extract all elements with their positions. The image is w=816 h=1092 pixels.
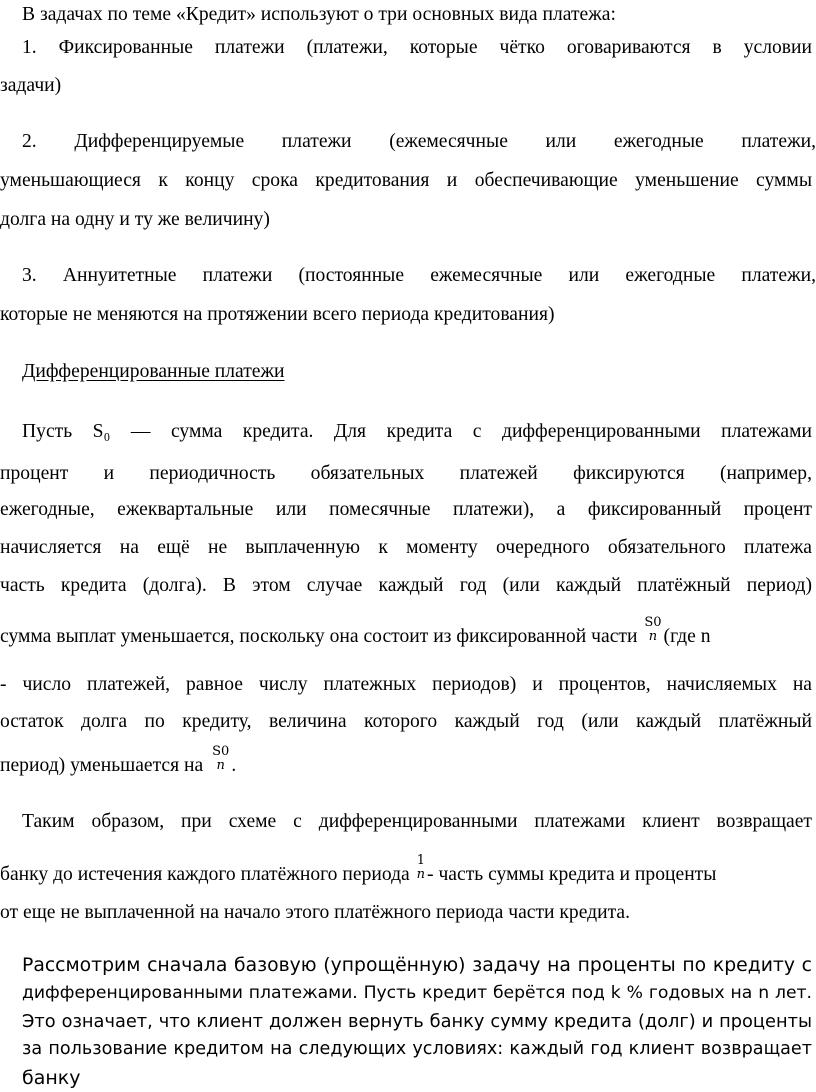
para2-line2-tail: - часть суммы кредита и проценты [427,864,717,886]
para1-line9-tail: . [231,755,237,777]
intro-line: В задачах по теме «Кредит» используют о три основных вида платежа: [22,4,616,25]
para2-line2-text: банку до истечения каждого платёжного периода [0,864,410,886]
fraction-denominator: n [216,757,225,773]
fraction-s0-over-n-2 [212,745,229,772]
para1-line3: ежегодные, ежеквартальные или помесячные платежи), а фиксированный процент [0,499,812,520]
para3-line3: Это означает, что клиент должен вернуть банку сумму кредита (долг) и проценты [22,1011,812,1032]
item3-line2: которые не меняются на протяжении всего периода кредитования) [0,304,555,325]
fraction-numerator: S0 [644,615,662,630]
para3-line2: дифференцированными платежами. Пусть кредит берётся под k % годовых на n лет. [22,983,812,1003]
para2-line2 [0,853,816,889]
para1-line7: - число платежей, равное числу платежных периодов) и процентов, начисляемых на [0,674,812,695]
para1-line9-text: период) уменьшается на [0,755,204,777]
item2-line1: 2. Дифференцируемые платежи (ежемесячные или ежегодные платежи, [22,131,816,152]
item2-line3: долга на одну и ту же величину) [0,209,270,230]
para1-line8: остаток долга по кредиту, величина которого каждый год (или каждый платёжный [0,711,812,732]
para3-line1: Рассмотрим сначала базовую (упрощённую) задачу на проценты по кредиту с [22,955,812,976]
fraction-denominator: n [416,866,426,882]
para1-line6 [0,615,816,651]
para1-line9 [0,744,816,780]
para1-line6-text: сумма выплат уменьшается, поскольку она состоит из фиксированной части [0,626,638,648]
item2-line2: уменьшающиеся к концу срока кредитования и обеспечивающие уменьшение суммы [0,170,812,191]
para1-line5: часть кредита (долга). В этом случае каждый год (или каждый платёжный период) [0,575,812,596]
para2-line3: от еще не выплаченной на начало этого платёжного периода части кредита. [0,902,631,923]
fraction-denominator: n [648,628,658,644]
fraction-numerator: 1 [416,853,425,868]
para1-line2: процент и периодичность обязательных платежей фиксируются (например, [0,463,812,484]
fraction-numerator: S0 [212,744,230,759]
section-heading: Дифференцированные платежи [22,361,285,382]
item1-line2: задачи) [0,75,62,96]
item3-line1: 3. Аннуитетные платежи (постоянные ежемесячные или ежегодные платежи, [22,265,816,286]
para1-line4: начисляется на ещё не выплаченную к моменту очередного обязательного платежа [0,537,812,558]
item1-line1: 1. Фиксированные платежи (платежи, которые чётко оговариваются в условии [22,37,812,58]
para1-line6-tail: (где n [663,626,711,648]
fraction-1-over-n [417,854,425,881]
fraction-s0-over-n [644,616,661,643]
para2-line1: Таким образом, при схеме с дифференцированными платежами клиент возвращает [22,811,812,832]
para1-line1: Пусть S₀ — сумма кредита. Для кредита с дифференцированными платежами [22,421,812,442]
para3-line5: банку [22,1067,81,1089]
para3-line4: за пользование кредитом на следующих условиях: каждый год клиент возвращает [22,1039,812,1059]
